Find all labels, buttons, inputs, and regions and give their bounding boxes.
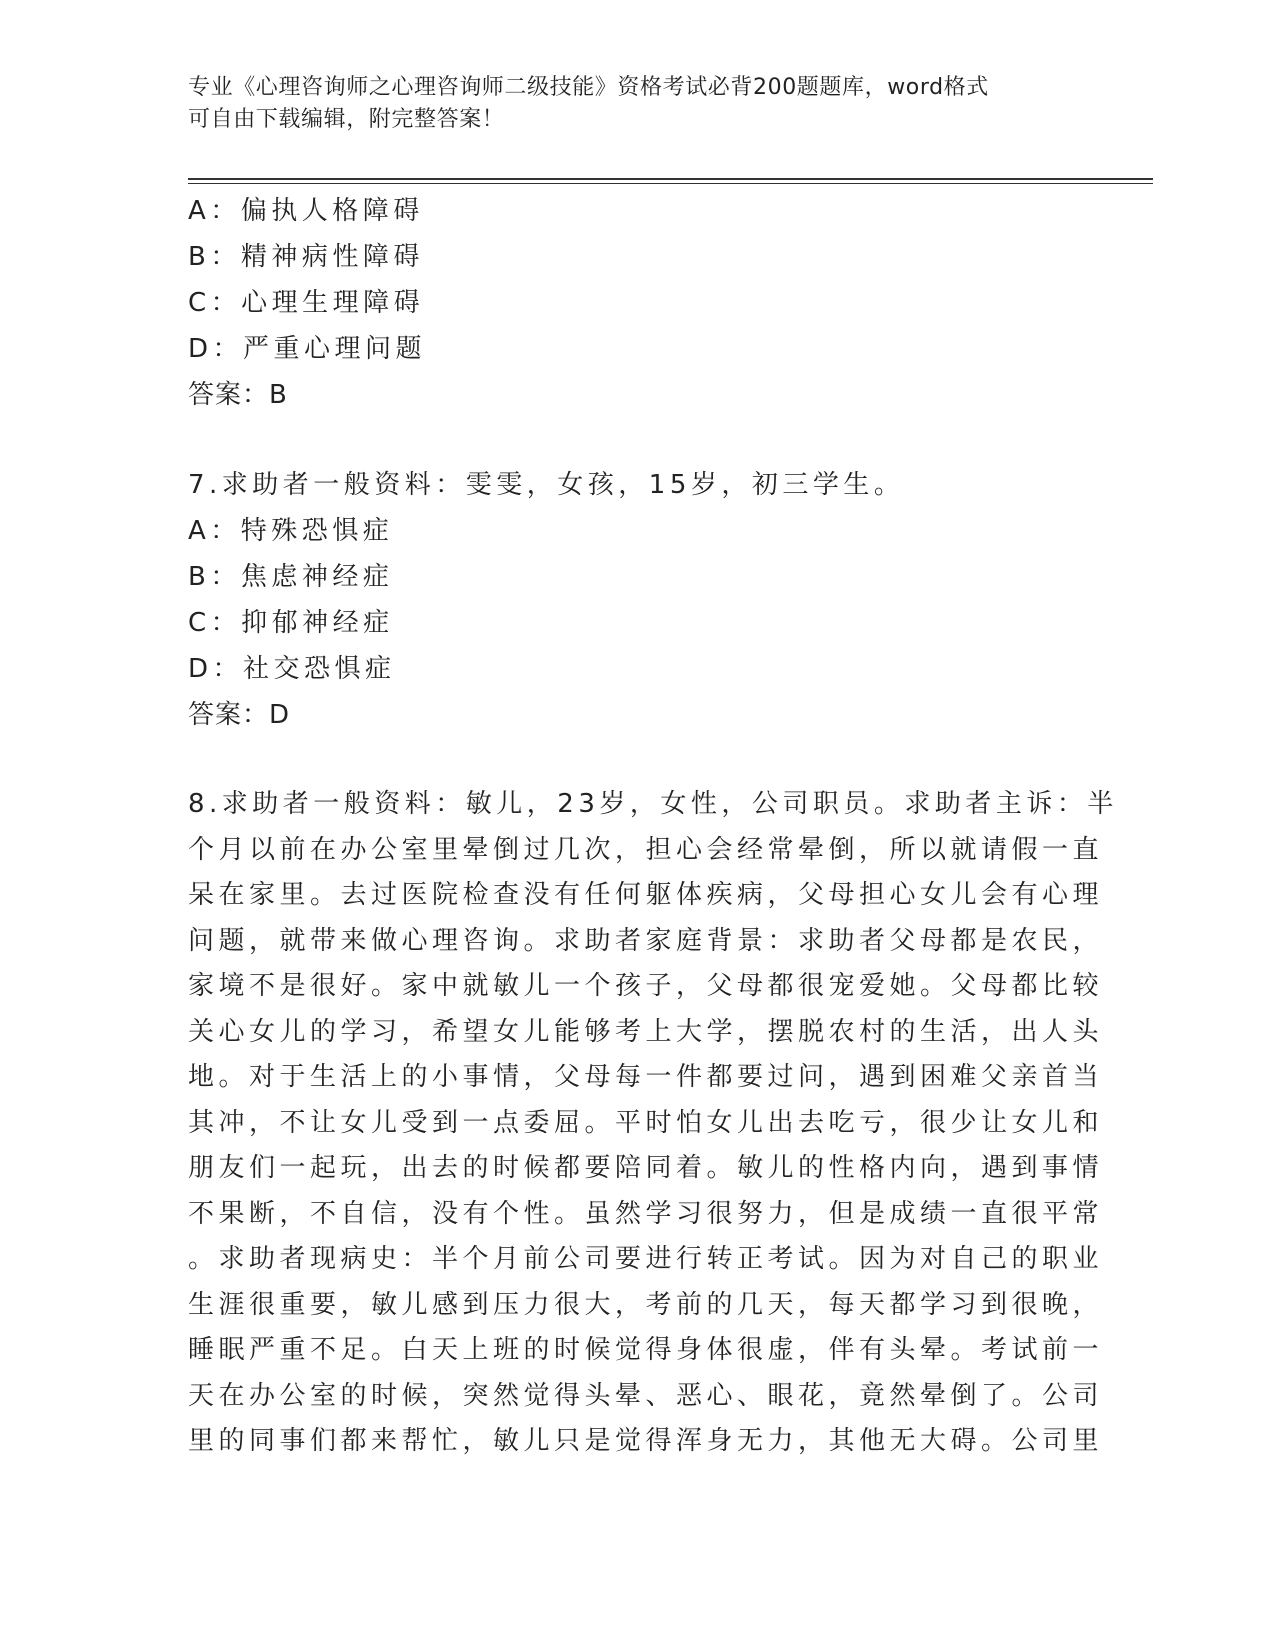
paragraph-line: 8.求助者一般资料：敏儿，23岁，女性，公司职员。求助者主诉：半 — [188, 789, 1118, 819]
question-8 — [188, 782, 1118, 1465]
question-6-options — [188, 188, 1068, 418]
paragraph-line: 里的同事们都来帮忙，敏儿只是觉得浑身无力，其他无大碍。公司里 — [188, 1426, 1104, 1456]
spacer — [188, 738, 1068, 782]
header-divider-thin — [188, 183, 1153, 184]
answer: 答案：D — [188, 700, 291, 730]
option-c: C：抑郁神经症 — [188, 608, 394, 638]
paragraph-line: 睡眠严重不足。白天上班的时候觉得身体很虚，伴有头晕。考试前一 — [188, 1335, 1104, 1365]
paragraph-line: 问题，就带来做心理咨询。求助者家庭背景：求助者父母都是农民， — [188, 925, 1104, 956]
option-d: D：社交恐惧症 — [188, 654, 396, 684]
document-header — [188, 72, 1068, 136]
option-b: B：精神病性障碍 — [188, 242, 424, 272]
option-c: C：心理生理障碍 — [188, 288, 425, 318]
header-title-line-2: 可自由下载编辑，附完整答案！ — [188, 107, 505, 132]
paragraph-line: 生涯很重要，敏儿感到压力很大，考前的几天，每天都学习到很晚， — [188, 1289, 1104, 1320]
option-a: A：特殊恐惧症 — [188, 516, 394, 546]
header-title-line-1: 专业《心理咨询师之心理咨询师二级技能》资格考试必背200题题库，word格式 — [188, 75, 989, 100]
answer: 答案：B — [188, 380, 288, 410]
option-d: D：严重心理问题 — [188, 334, 427, 364]
option-a: A：偏执人格障碍 — [188, 196, 424, 226]
paragraph-line: 呆在家里。去过医院检查没有任何躯体疾病，父母担心女儿会有心理 — [188, 880, 1104, 910]
spacer — [188, 418, 1068, 462]
paragraph-line: 关心女儿的学习，希望女儿能够考上大学，摆脱农村的生活，出人头 — [188, 1016, 1104, 1047]
question-stem: 7.求助者一般资料：雯雯，女孩，15岁，初三学生。 — [188, 470, 905, 500]
paragraph-line: 不果断，不自信，没有个性。虽然学习很努力，但是成绩一直很平常 — [188, 1198, 1104, 1229]
option-b: B：焦虑神经症 — [188, 562, 394, 592]
paragraph-line: 天在办公室的时候，突然觉得头晕、恶心、眼花，竟然晕倒了。公司 — [188, 1380, 1104, 1411]
paragraph-line: 个月以前在办公室里晕倒过几次，担心会经常晕倒，所以就请假一直 — [188, 834, 1104, 865]
paragraph-line: 其冲，不让女儿受到一点委屈。平时怕女儿出去吃亏，很少让女儿和 — [188, 1107, 1104, 1138]
header-divider — [188, 178, 1153, 180]
document-body — [188, 188, 1118, 1465]
paragraph-line: 朋友们一起玩，出去的时候都要陪同着。敏儿的性格内向，遇到事情 — [188, 1153, 1104, 1183]
paragraph-line: 。求助者现病史：半个月前公司要进行转正考试。因为对自己的职业 — [188, 1244, 1104, 1274]
paragraph-line: 地。对于生活上的小事情，父母每一件都要过问，遇到困难父亲首当 — [188, 1062, 1104, 1092]
paragraph-line: 家境不是很好。家中就敏儿一个孩子，父母都很宠爱她。父母都比较 — [188, 971, 1104, 1001]
question-7 — [188, 462, 1068, 738]
